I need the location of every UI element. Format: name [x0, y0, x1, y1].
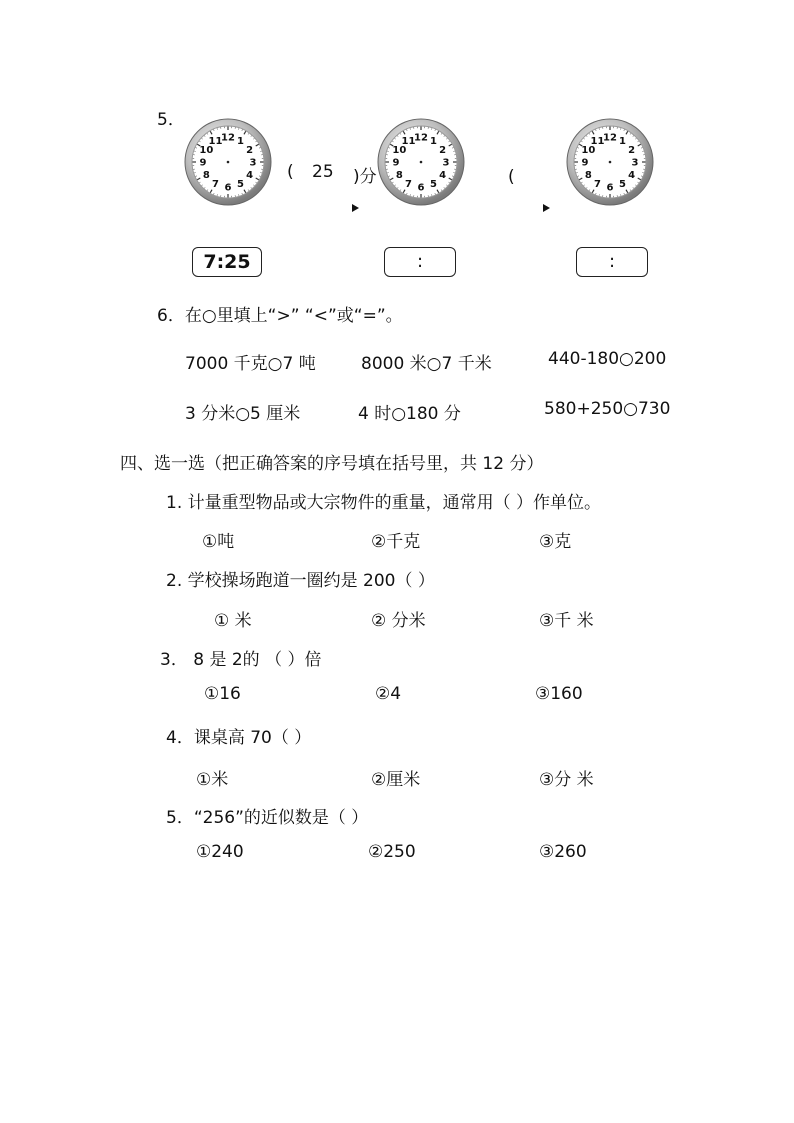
option[interactable]: ①米 [196, 770, 229, 790]
minutes-unit: )分 [353, 167, 377, 187]
option[interactable]: ②250 [368, 842, 416, 862]
clock-numeral: 10 [581, 145, 596, 156]
clock-numeral: 5 [430, 179, 437, 191]
option[interactable]: ②4 [375, 684, 402, 704]
q5-number: 5． [157, 110, 185, 130]
clock-icon [377, 118, 465, 206]
paren-open: ( [287, 162, 294, 182]
clock-numeral: 2 [439, 145, 447, 156]
time-box[interactable]: : [384, 247, 456, 277]
section-title: 四、选一选（把正确答案的序号填在括号里，共 12 分） [120, 454, 544, 474]
clock-numeral: 10 [392, 145, 407, 156]
clock-numeral: 1 [237, 135, 244, 147]
clock-numeral: 6 [606, 182, 614, 194]
clock-numeral: 3 [442, 157, 450, 169]
option[interactable]: ②厘米 [371, 770, 421, 790]
question-stem: 3． 8 是 2的 （ ）倍 [160, 650, 322, 670]
option[interactable]: ③160 [535, 684, 583, 704]
option[interactable]: ① 米 [214, 611, 252, 631]
clock-numeral: 8 [584, 170, 592, 181]
q6-title: 6．在○里填上“>” “<”或“=”。 [157, 306, 403, 326]
clock-numeral: 8 [202, 170, 210, 181]
option[interactable]: ①吨 [202, 532, 235, 552]
option[interactable]: ①16 [204, 684, 241, 704]
clock-numeral: 7 [594, 179, 601, 191]
clock-numeral: 5 [237, 179, 244, 191]
option[interactable]: ①240 [196, 842, 244, 862]
clock-numeral: 5 [619, 179, 626, 191]
option[interactable]: ③克 [539, 532, 572, 552]
clock-icon [184, 118, 272, 206]
compare-item: 7000 千克○7 吨 [185, 354, 316, 374]
time-box: 7:25 [192, 247, 262, 277]
minutes-value: 25 [312, 162, 334, 182]
clock-numeral: 6 [417, 182, 425, 194]
compare-item: 3 分米○5 厘米 [185, 404, 301, 424]
compare-item: 580+250○730 [544, 399, 671, 419]
clock-numeral: 3 [249, 157, 257, 169]
clock-numeral: 4 [246, 170, 254, 181]
clock-numeral: 2 [246, 145, 254, 156]
arrow-icon [352, 204, 359, 212]
clock-numeral: 11 [401, 135, 416, 147]
option[interactable]: ② 分米 [371, 611, 426, 631]
compare-item: 4 时○180 分 [358, 404, 461, 424]
paren-open: ( [508, 167, 515, 187]
option[interactable]: ②千克 [371, 532, 421, 552]
clock-numeral: 9 [392, 157, 400, 169]
compare-item: 8000 米○7 千米 [361, 354, 492, 374]
option[interactable]: ③260 [539, 842, 587, 862]
question-stem: 5．“256”的近似数是（ ） [166, 808, 369, 828]
arrow-icon [543, 204, 550, 212]
clock-numeral: 12 [221, 132, 235, 144]
clock-numeral: 3 [631, 157, 639, 169]
clock-numeral: 1 [430, 135, 437, 147]
clock-icon [566, 118, 654, 206]
clock-numeral: 1 [619, 135, 626, 147]
question-stem: 1. 计量重型物品或大宗物件的重量，通常用（ ）作单位。 [166, 493, 602, 513]
clock-numeral: 4 [628, 170, 636, 181]
question-stem: 4．课桌高 70（ ） [166, 728, 312, 748]
clock-numeral: 8 [395, 170, 403, 181]
clock-numeral: 7 [405, 179, 412, 191]
compare-item: 440-180○200 [548, 349, 667, 369]
clock-numeral: 12 [603, 132, 617, 144]
clock-numeral: 7 [212, 179, 219, 191]
clock-numeral: 2 [628, 145, 636, 156]
clock-numeral: 9 [199, 157, 207, 169]
time-box[interactable]: : [576, 247, 648, 277]
clock-numeral: 4 [439, 170, 447, 181]
option[interactable]: ③分 米 [539, 770, 594, 790]
clock-numeral: 11 [208, 135, 223, 147]
clock-numeral: 12 [414, 132, 428, 144]
clock-numeral: 11 [590, 135, 605, 147]
question-stem: 2. 学校操场跑道一圈约是 200（ ） [166, 571, 435, 591]
clock-numeral: 10 [199, 145, 214, 156]
clock-numeral: 6 [224, 182, 232, 194]
clock-numeral: 9 [581, 157, 589, 169]
option[interactable]: ③千 米 [539, 611, 594, 631]
